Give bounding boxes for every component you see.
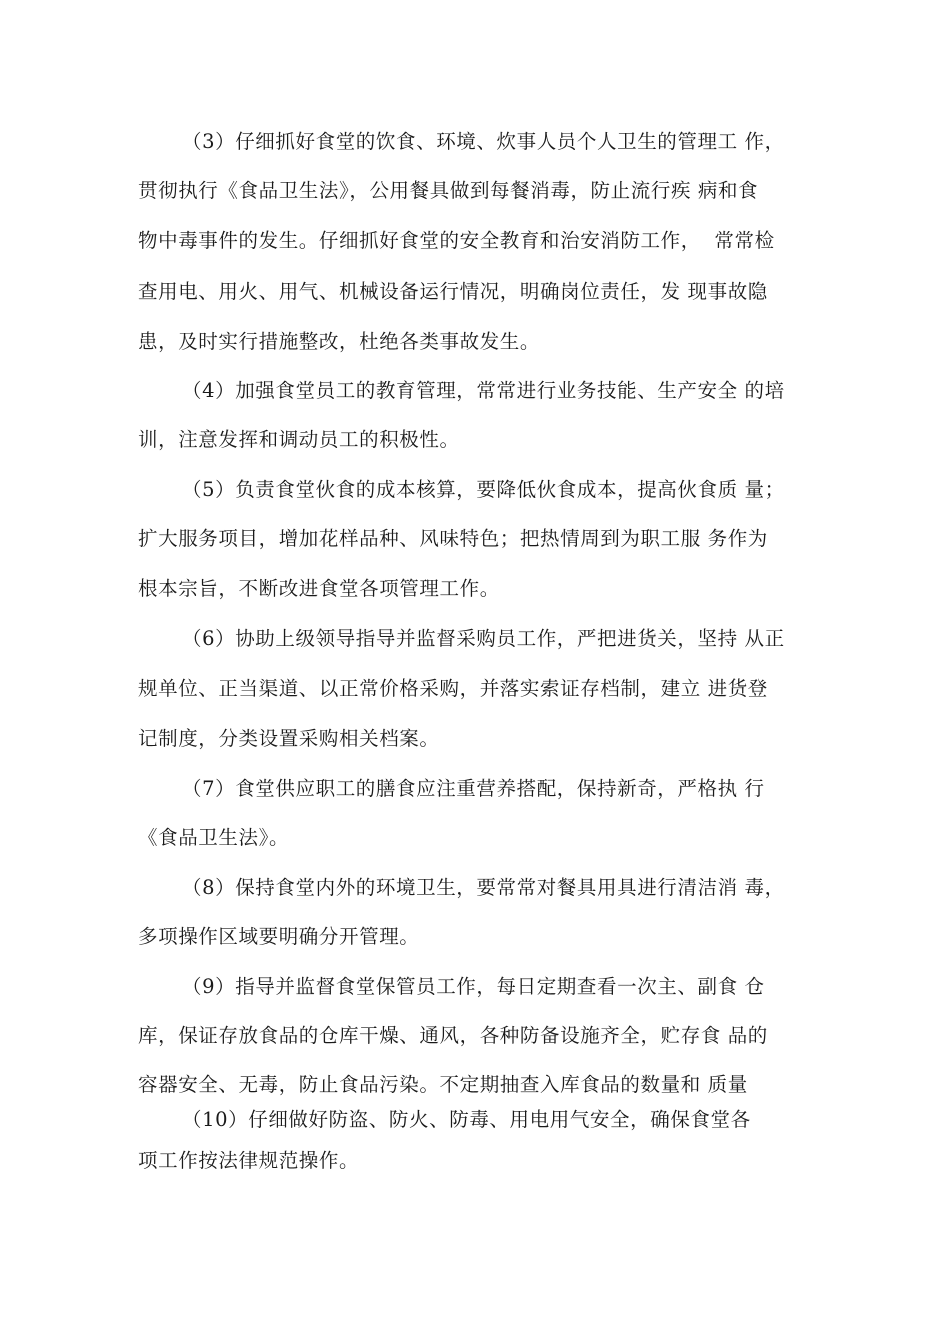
paragraph-9-line-1: （9）指导并监督食堂保管员工作，每日定期查看一次主、副食 仓	[182, 975, 765, 998]
paragraph-5-line-3: 根本宗旨，不断改进食堂各项管理工作。	[138, 577, 500, 600]
paragraph-5-line-1: （5）负责食堂伙食的成本核算，要降低伙食成本，提高伙食质 量；	[182, 478, 785, 501]
paragraph-6-line-3: 记制度，分类设置采购相关档案。	[138, 727, 440, 750]
paragraph-10-line-1: （10）仔细做好防盗、防火、防毒、用电用气安全，确保食堂各	[182, 1108, 751, 1131]
paragraph-8-line-2: 多项操作区域要明确分开管理。	[138, 925, 420, 948]
paragraph-3-line-4: 查用电、用火、用气、机械设备运行情况，明确岗位责任，发 现事故隐	[138, 280, 768, 303]
paragraph-4-line-1: （4）加强食堂员工的教育管理，常常进行业务技能、生产安全 的培	[182, 379, 785, 402]
paragraph-7-line-1: （7）食堂供应职工的膳食应注重营养搭配，保持新奇，严格执 行	[182, 777, 765, 800]
paragraph-3-line-1: （3）仔细抓好食堂的饮食、环境、炊事人员个人卫生的管理工 作，	[182, 130, 785, 153]
paragraph-6-line-2: 规单位、正当渠道、以正常价格采购，并落实索证存档制，建立 进货登	[138, 677, 768, 700]
paragraph-6-line-1: （6）协助上级领导指导并监督采购员工作，严把进货关，坚持 从正	[182, 627, 785, 650]
paragraph-9-line-3: 容器安全、无毒，防止食品污染。不定期抽查入库食品的数量和 质量	[138, 1073, 748, 1096]
paragraph-5-line-2: 扩大服务项目，增加花样品种、风味特色；把热情周到为职工服 务作为	[138, 527, 768, 550]
paragraph-4-line-2: 训，注意发挥和调动员工的积极性。	[138, 428, 460, 451]
paragraph-8-line-1: （8）保持食堂内外的环境卫生，要常常对餐具用具进行清洁消 毒，	[182, 876, 785, 899]
paragraph-9-line-2: 库，保证存放食品的仓库干燥、通风，各种防备设施齐全，贮存食 品的	[138, 1024, 768, 1047]
paragraph-3-line-5: 患，及时实行措施整改，杜绝各类事故发生。	[138, 330, 541, 353]
paragraph-7-line-2: 《食品卫生法》。	[138, 826, 290, 849]
paragraph-3-line-3: 物中毒事件的发生。仔细抓好食堂的安全教育和治安消防工作， 常常检	[138, 229, 775, 252]
paragraph-10-line-2: 项工作按法律规范操作。	[138, 1149, 360, 1172]
paragraph-3-line-2: 贯彻执行《食品卫生法》，公用餐具做到每餐消毒，防止流行疾 病和食	[138, 179, 759, 202]
